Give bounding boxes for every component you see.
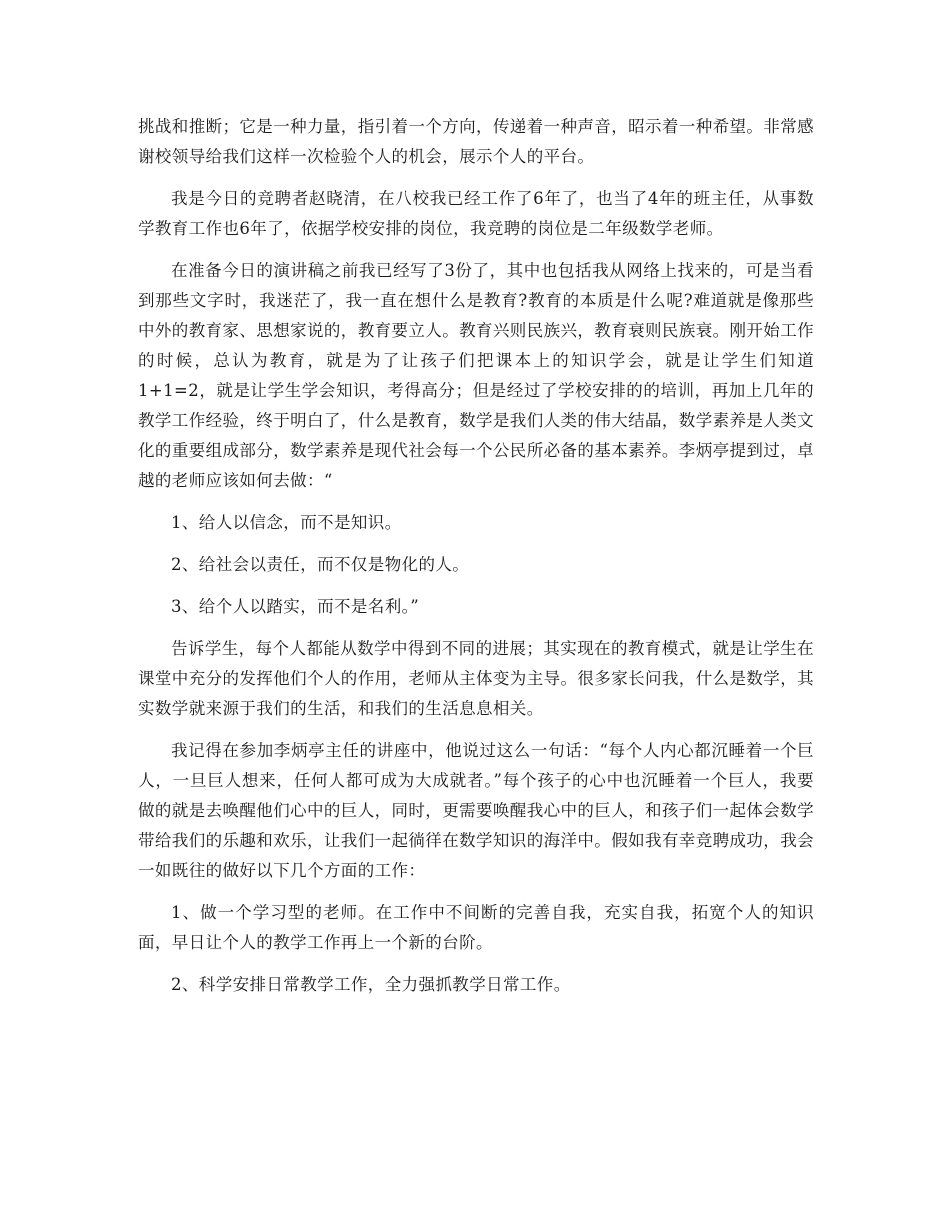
paragraph-1: 挑战和推断；它是一种力量，指引着一个方向，传递着一种声音，昭示着一种希望。非常感谢校领导给我们这样一次检验个人的机会，展示个人的平台。	[138, 117, 814, 166]
paragraph-2: 我是今日的竞聘者赵晓清，在八校我已经工作了6年了，也当了4年的班主任，从事数学教育工作也6年了，依据学校安排的岗位，我竞聘的岗位是二年级数学老师。	[138, 189, 814, 238]
paragraph-4: 告诉学生，每个人都能从数学中得到不同的进展；其实现在的教育模式，就是让学生在课堂中充分的发挥他们个人的作用，老师从主体变为主导。很多家长问我，什么是数学，其实数学就来源于我们的生活，和我们的生活息息相关。	[138, 639, 814, 718]
document-body	[138, 112, 814, 1012]
paragraph-5: 我记得在参加李炳亭主任的讲座中，他说过这么一句话：“每个人内心都沉睡着一个巨人，一旦巨人想来，任何人都可成为大成就者。”每个孩子的心中也沉睡着一个巨人，我要做的就是去唤醒他们心中的巨人，同时，更需要唤醒我心中的巨人，和孩子们一起体会数学带给我们的乐趣和欢乐，让我们一起徜徉在数学知识的海洋中。假如我有幸竞聘成功，我会一如既往的做好以下几个方面的工作：	[138, 741, 814, 880]
work-item-2: 2、科学安排日常教学工作，全力强抓教学日常工作。	[171, 975, 571, 994]
work-item-1: 1、做一个学习型的老师。在工作中不间断的完善自我，充实自我，拓宽个人的知识面，早日让个人的教学工作再上一个新的台阶。	[138, 903, 814, 952]
list-item-1: 1、给人以信念，而不是知识。	[171, 513, 402, 532]
list-item-3: 3、给个人以踏实，而不是名利。”	[171, 597, 420, 616]
list-item-2: 2、给社会以责任，而不仅是物化的人。	[171, 555, 470, 574]
paragraph-3: 在准备今日的演讲稿之前我已经写了3份了，其中也包括我从网络上找来的，可是当看到那些文字时，我迷茫了，我一直在想什么是教育?教育的本质是什么呢?难道就是像那些中外的教育家、思想家说的，教育要立人。教育兴则民族兴，教育衰则民族衰。刚开始工作的时候，总认为教育，就是为了让孩子们把课本上的知识学会，就是让学生们知道1+1=2，就是让学生学会知识，考得高分；但是经过了学校安排的的培训，再加上几年的教学工作经验，终于明白了，什么是教育，数学是我们人类的伟大结晶，数学素养是人类文化的重要组成部分，数学素养是现代社会每一个公民所必备的基本素养。李炳亭提到过，卓越的老师应该如何去做：“	[138, 261, 814, 490]
